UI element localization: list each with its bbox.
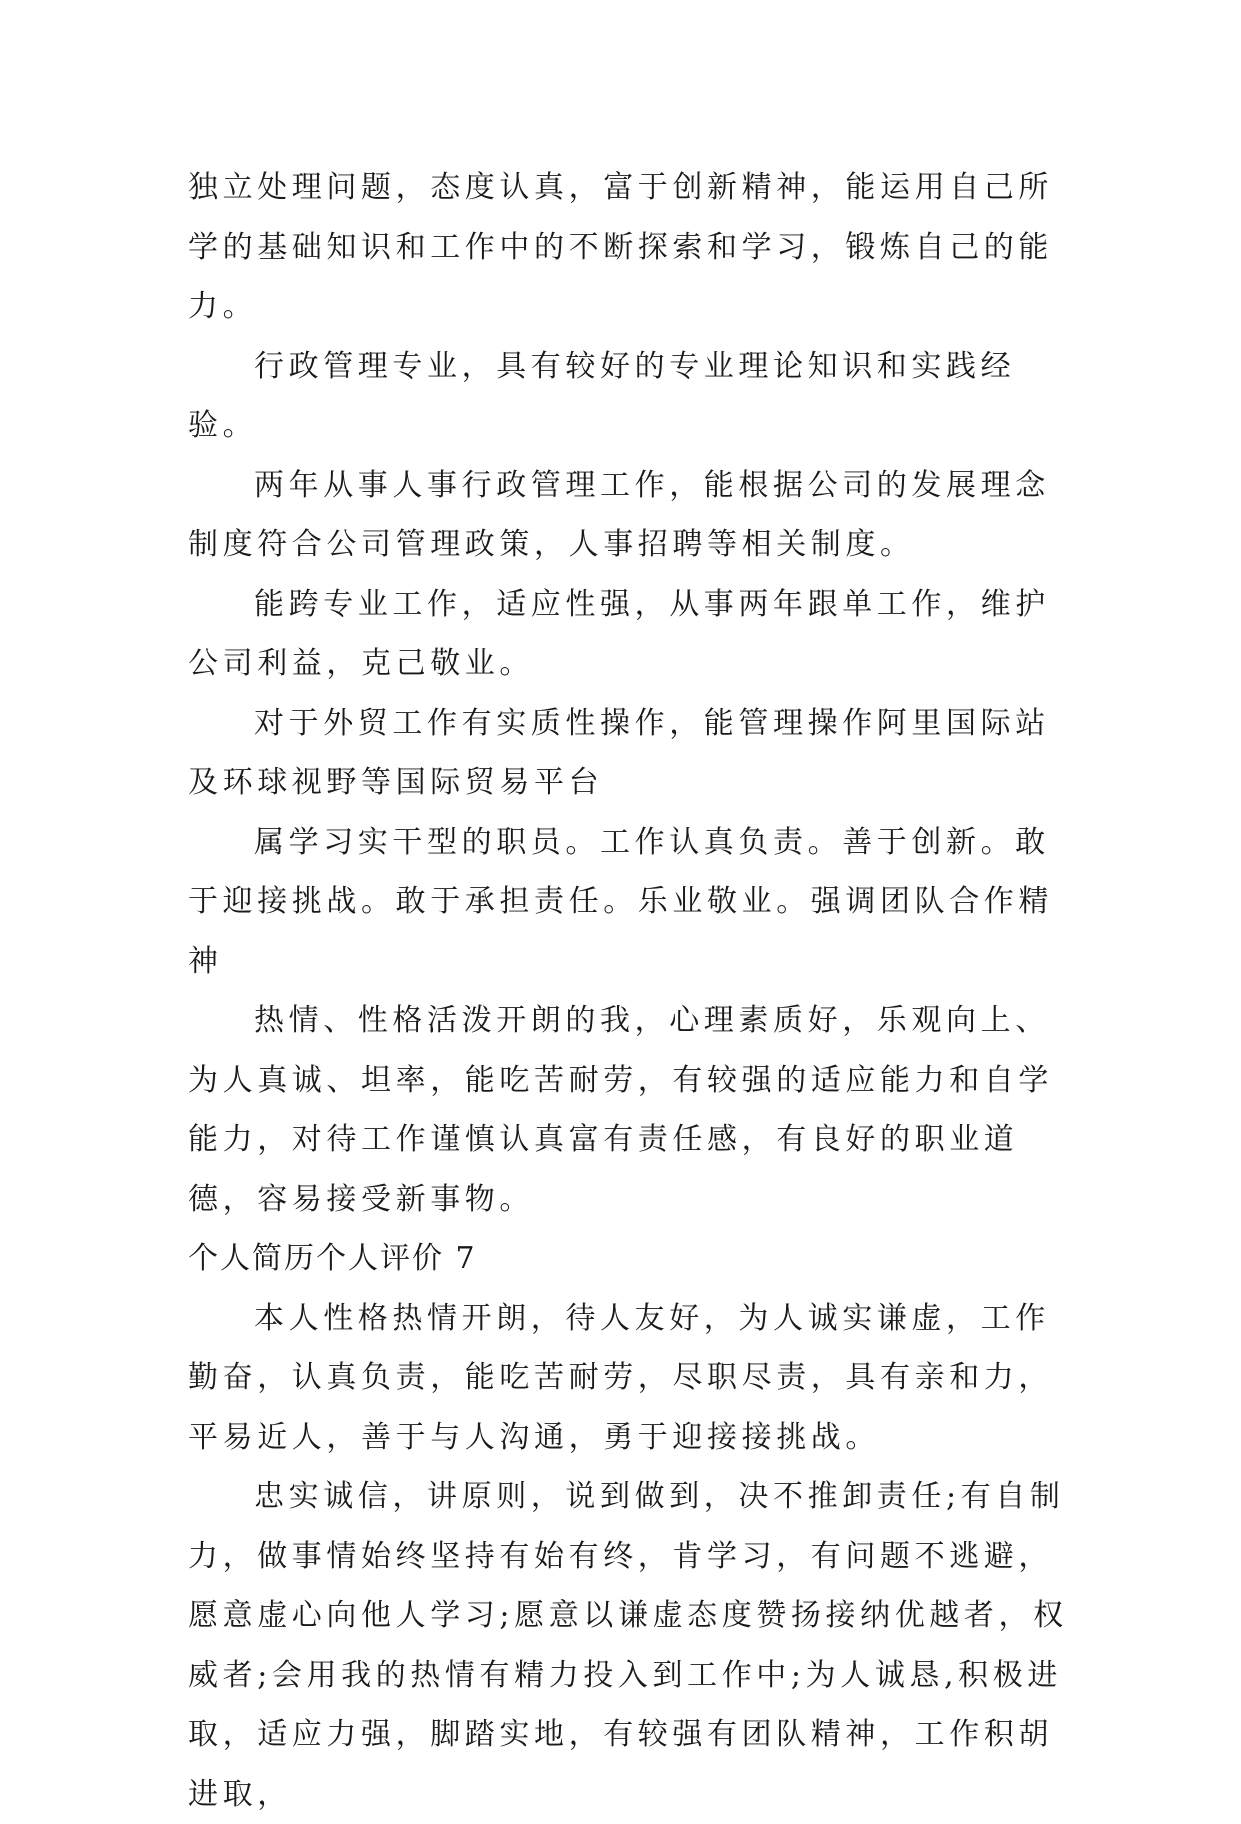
paragraph-6: 属学习实干型的职员。工作认真负责。善于创新。敢于迎接挑战。敢于承担责任。乐业敬业。强调团队合作精神 [188,824,1053,979]
document-body [188,158,1068,1824]
paragraph-3: 两年从事人事行政管理工作，能根据公司的发展理念制度符合公司管理政策，人事招聘等相关制度。 [188,467,1050,562]
paragraph-7: 热情、性格活泼开朗的我，心理素质好，乐观向上、为人真诚、坦率，能吃苦耐劳，有较强的适应能力和自学能力，对待工作谨慎认真富有责任感，有良好的职业道德，容易接受新事物。 [188,1003,1053,1217]
paragraph-9: 忠实诚信，讲原则，说到做到，决不推卸责任;有自制力，做事情始终坚持有始有终，肯学习，有问题不逃避，愿意虚心向他人学习;愿意以谦虚态度赞扬接纳优越者，权威者;会用我的热情有精力投入到工作中;为人诚恳,积极进取，适应力强，脚踏实地，有较强有团队精神，工作积胡进取， [188,1479,1068,1812]
paragraph-1: 独立处理问题，态度认真，富于创新精神，能运用自己所学的基础知识和工作中的不断探索和学习，锻炼自己的能力。 [188,170,1053,324]
section-heading: 个人简历个人评价 7 [188,1241,477,1276]
paragraph-2: 行政管理专业，具有较好的专业理论知识和实践经验。 [188,348,1016,443]
paragraph-5: 对于外贸工作有实质性操作，能管理操作阿里国际站及环球视野等国际贸易平台 [188,705,1050,800]
paragraph-8: 本人性格热情开朗，待人友好，为人诚实谦虚，工作勤奋，认真负责，能吃苦耐劳，尽职尽责，具有亲和力，平易近人，善于与人沟通，勇于迎接接挑战。 [188,1300,1053,1455]
paragraph-4: 能跨专业工作，适应性强，从事两年跟单工作，维护公司利益，克己敬业。 [188,586,1050,681]
